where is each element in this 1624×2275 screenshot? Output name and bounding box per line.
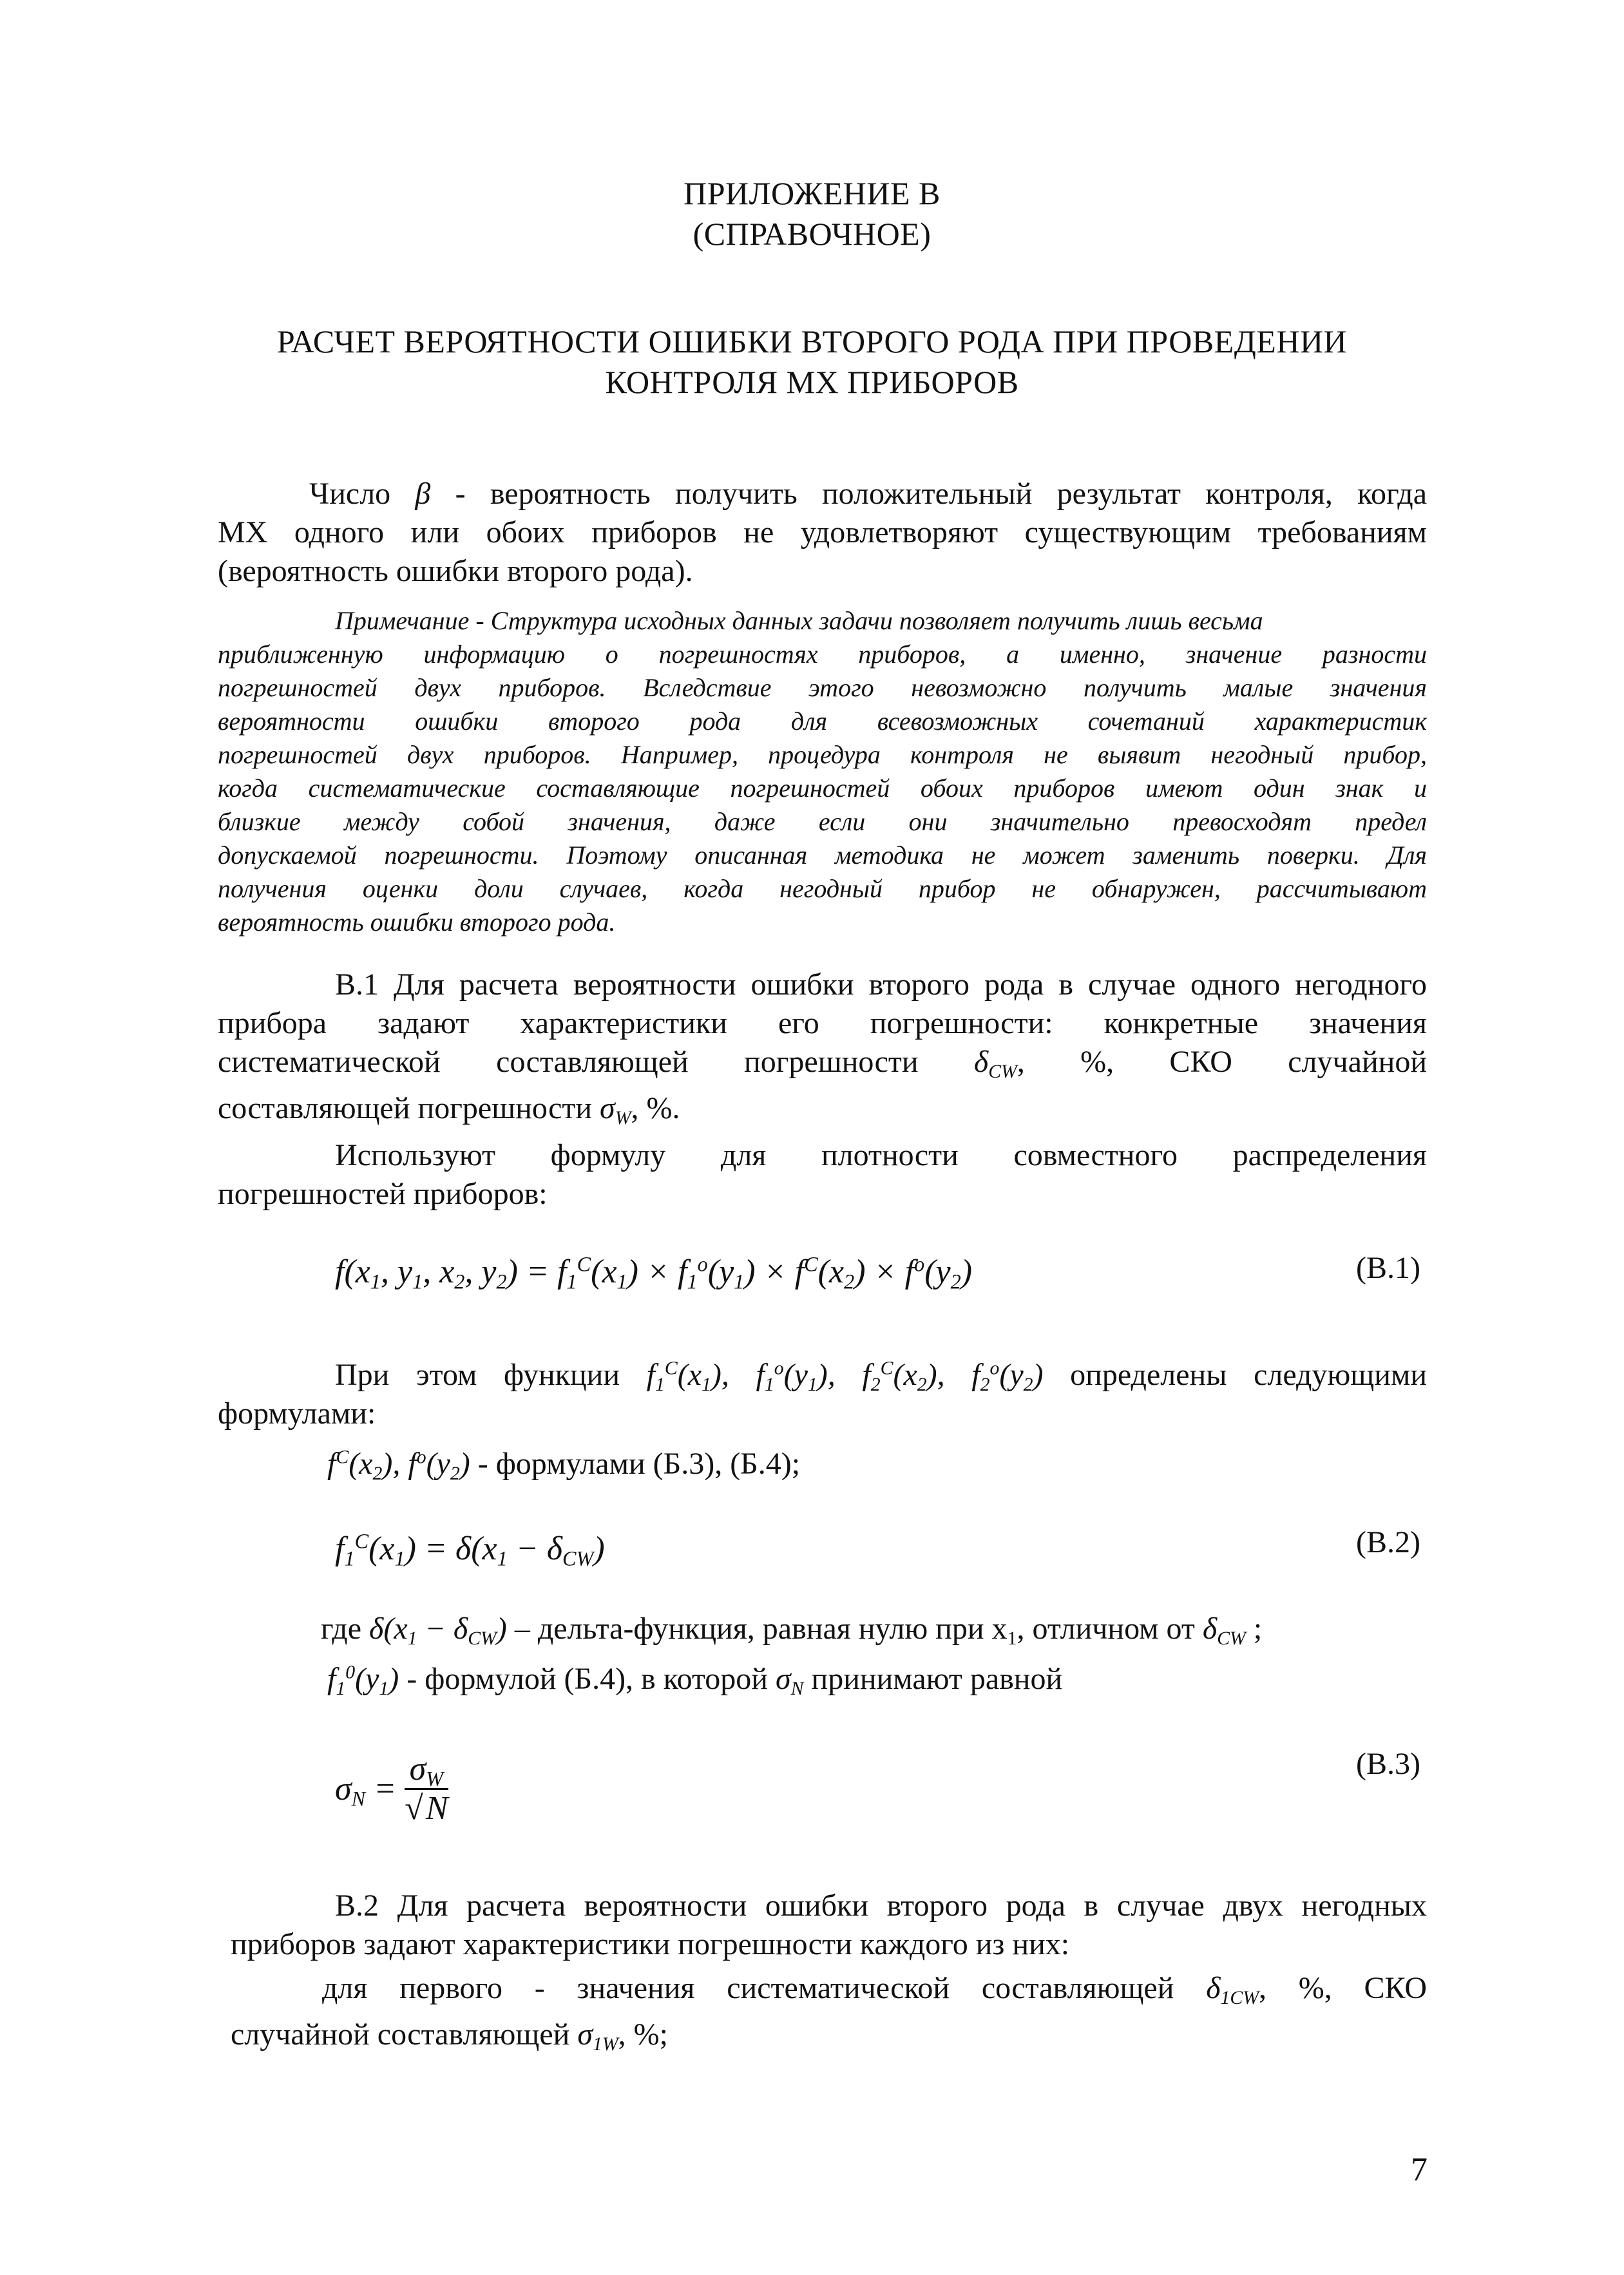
b1-text: систематической составляющей погрешности <box>218 1045 919 1079</box>
sigma-1w-symbol: $\sigma_{1W}$ <box>577 2017 618 2055</box>
functions-list: $f_1^C(x_1)$, $f_1^o(y_1)$, $f_2^C(x_2)$, $f_2^o(y_2)$ <box>646 1357 1044 1395</box>
where-text: принимают равной <box>811 1662 1063 1696</box>
delta-cw-symbol: $\delta_{CW}$ <box>973 1045 1017 1082</box>
intro-line-3: (вероятность ошибки второго рода). <box>218 554 693 588</box>
after-eq1-line-3 <box>327 1445 800 1483</box>
intro-text: Число <box>309 477 391 511</box>
intro-line-1 <box>309 475 1427 513</box>
note-line: вероятности ошибки второго рода для всевозможных сочетаний характеристик <box>218 707 1427 736</box>
b1-text: составляющей погрешности <box>218 1091 593 1125</box>
equation-b3: $\sigma_N$ = $\frac{\sigma_W}{√N}$ <box>335 1751 448 1827</box>
note-line: получения оценки доли случаев, когда негодный прибор не обнаружен, рассчитывают <box>218 874 1427 903</box>
note-line: вероятность ошибки второго рода. <box>218 908 616 937</box>
functions-pair: $f^C(x_2)$, $f^o(y_2)$ <box>327 1446 470 1484</box>
b2-line-4 <box>231 2016 668 2053</box>
after-eq1-text: - формулами (Б.3), (Б.4); <box>477 1447 801 1481</box>
intro-line-2: МХ одного или обоих приборов не удовлетворяют существующим требованиям <box>218 515 1427 549</box>
b2-text: , %; <box>618 2017 668 2051</box>
b1-text: , %. <box>631 1091 680 1125</box>
b1-line-6: погрешностей приборов: <box>218 1177 548 1211</box>
b2-line-2: приборов задают характеристики погрешности каждого из них: <box>231 1927 1070 1961</box>
equation-b2: $f_1^C(x_1) = \delta(x_1 - \delta_{CW})$ <box>335 1529 605 1570</box>
where-text: , отличном от <box>1017 1612 1195 1646</box>
note-line: погрешностей двух приборов. Например, процедура контроля не выявит негодный прибор, <box>218 740 1427 769</box>
where-text: где <box>321 1612 362 1646</box>
after-eq1-line-1 <box>335 1356 1427 1394</box>
b2-line-3 <box>322 1970 1427 2007</box>
appendix-type: (СПРАВОЧНОЕ) <box>693 216 931 252</box>
b1-line-4 <box>218 1090 680 1127</box>
beta-symbol: β <box>415 477 431 511</box>
after-eq1-text: При этом функции <box>335 1358 620 1392</box>
equation-b1-label: (В.1) <box>1356 1251 1420 1285</box>
title-line-1: РАСЧЕТ ВЕРОЯТНОСТИ ОШИБКИ ВТОРОГО РОДА ПРИ ПРОВЕДЕНИИ <box>276 323 1348 359</box>
note-line: близкие между собой значения, даже если они значительно превосходят предел <box>218 807 1427 836</box>
where-text: - формулой (Б.4), в которой <box>406 1662 768 1696</box>
b2-text: случайной составляющей <box>231 2017 570 2051</box>
equation-b1: $f(x_1$, $y_1$, $x_2$, $y_2) = f_1^C(x_1) \times f_1^o(y_1) \times f^C(x_2) \times f^o(y_2)$ <box>335 1252 973 1293</box>
where-line-1 <box>321 1610 1262 1648</box>
sigma-w-symbol: $\sigma_W$ <box>600 1091 631 1128</box>
b1-line-5: Используют формулу для плотности совместного распределения <box>335 1138 1427 1172</box>
note-line: допускаемой погрешности. Поэтому описанная методика не может заменить поверки. Для <box>218 841 1427 870</box>
b1-line-2: прибора задают характеристики его погрешности: конкретные значения <box>218 1006 1427 1040</box>
after-eq1-line-2: формулами: <box>218 1396 376 1431</box>
where-text: – дельта-функция, равная нулю при x <box>514 1612 1008 1646</box>
title-line-2: КОНТРОЛЯ МХ ПРИБОРОВ <box>605 364 1019 400</box>
b1-line-3 <box>218 1043 1427 1081</box>
b2-text: для первого - значения систематической составляющей <box>322 1971 1174 2005</box>
where-text: ; <box>1253 1612 1263 1646</box>
delta-function: $\delta(x_1 - \delta_{CW})$ <box>369 1612 507 1649</box>
note-line: приближенную информацию о погрешностях приборов, а именно, значение разности <box>218 640 1427 669</box>
where-line-2 <box>327 1661 1062 1698</box>
equation-b3-label: (В.3) <box>1356 1747 1420 1781</box>
sigma-n-symbol: $\sigma_N$ <box>776 1662 804 1699</box>
page-number: 7 <box>1411 2151 1428 2188</box>
appendix-heading: ПРИЛОЖЕНИЕ В <box>683 175 941 211</box>
intro-text: - вероятность получить положительный результат контроля, когда <box>455 477 1428 511</box>
delta-cw-symbol: $\delta_{CW}$ <box>1202 1612 1246 1649</box>
b1-line-1: В.1 Для расчета вероятности ошибки второго рода в случае одного негодного <box>335 967 1427 1002</box>
equation-b2-label: (В.2) <box>1356 1525 1420 1559</box>
function-f1o: $f_1^0(y_1)$ <box>327 1661 399 1699</box>
where-subscript: 1 <box>1007 1627 1017 1649</box>
note-line: Примечание - Структура исходных данных задачи позволяет получить лишь весьма <box>335 606 1263 635</box>
note-line: погрешностей двух приборов. Вследствие этого невозможно получить малые значения <box>218 673 1427 702</box>
note-line: когда систематические составляющие погрешностей обоих приборов имеют один знак и <box>218 774 1427 803</box>
b2-line-1: В.2 Для расчета вероятности ошибки второго рода в случае двух негодных <box>335 1889 1427 1923</box>
b1-text: , %, СКО случайной <box>1017 1045 1428 1079</box>
delta-1cw-symbol: $\delta_{1CW}$ <box>1206 1971 1259 2008</box>
b2-text: , %, СКО <box>1259 1971 1428 2005</box>
after-eq1-text: определены следующими <box>1070 1358 1427 1392</box>
